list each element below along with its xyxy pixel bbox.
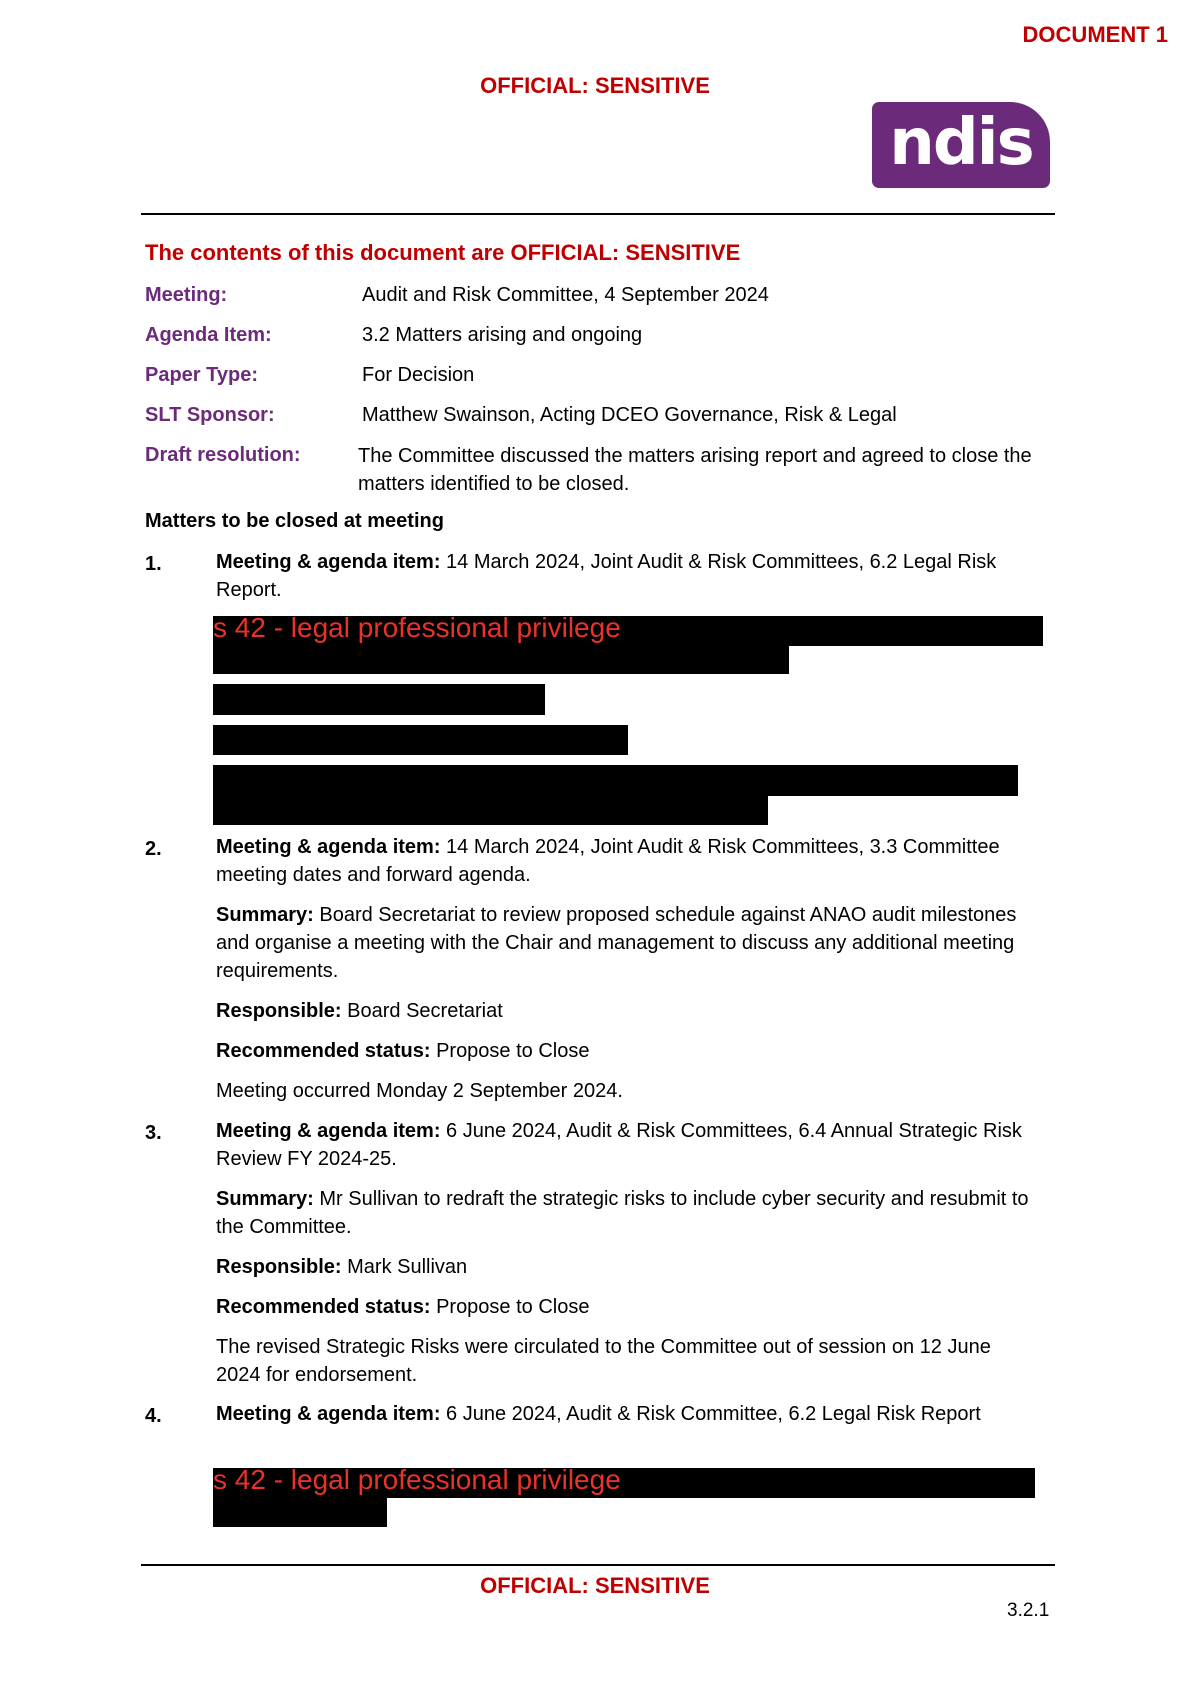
agenda-item-value: 3.2 Matters arising and ongoing xyxy=(362,324,643,346)
redaction-block xyxy=(213,646,789,674)
slt-sponsor-label: SLT Sponsor: xyxy=(145,404,275,426)
draft-resolution-label: Draft resolution: xyxy=(145,444,301,466)
redaction-block xyxy=(213,796,768,825)
redaction-label: s 42 - legal professional privilege xyxy=(213,612,621,643)
item-2-recommended-status: Recommended status: Propose to Close xyxy=(216,1040,590,1062)
header-rule xyxy=(141,213,1055,215)
page-number: 3.2.1 xyxy=(1007,1600,1050,1621)
item-2-meeting-agenda: Meeting & agenda item: 14 March 2024, Joint Audit & Risk Committees, 3.3 Committee meeting dates and forward agenda. xyxy=(216,836,1000,886)
redaction-block xyxy=(213,1498,387,1527)
item-3-summary: Summary: Mr Sullivan to redraft the strategic risks to include cyber security and resubmit to the Committee. xyxy=(216,1188,1029,1238)
item-3-recommended-status: Recommended status: Propose to Close xyxy=(216,1296,590,1318)
redaction-block xyxy=(213,684,545,715)
agenda-item-label: Agenda Item: xyxy=(145,324,272,346)
item-4-meeting-agenda: Meeting & agenda item: 6 June 2024, Audit & Risk Committee, 6.2 Legal Risk Report xyxy=(216,1403,981,1425)
sensitivity-banner: The contents of this document are OFFICIAL: SENSITIVE xyxy=(145,240,741,265)
item-1-meeting-agenda: Meeting & agenda item: 14 March 2024, Joint Audit & Risk Committees, 6.2 Legal Risk Report. xyxy=(216,551,997,601)
item-2-note: Meeting occurred Monday 2 September 2024. xyxy=(216,1080,623,1102)
redaction-block xyxy=(213,725,628,755)
item-3-responsible: Responsible: Mark Sullivan xyxy=(216,1256,468,1278)
redaction-block xyxy=(213,765,1018,796)
item-3-note: The revised Strategic Risks were circulated to the Committee out of session on 12 June 2024 for endorsement. xyxy=(216,1336,991,1386)
item-number: 1. xyxy=(145,553,162,575)
footer-rule xyxy=(141,1564,1055,1566)
redaction-label: s 42 - legal professional privilege xyxy=(213,1464,621,1495)
item-2-responsible: Responsible: Board Secretariat xyxy=(216,1000,503,1022)
paper-type-value: For Decision xyxy=(362,364,475,386)
meeting-value: Audit and Risk Committee, 4 September 2024 xyxy=(362,284,769,306)
classification-header: OFFICIAL: SENSITIVE xyxy=(480,73,710,98)
ndis-logo: ndis xyxy=(872,102,1050,188)
item-number: 3. xyxy=(145,1122,162,1144)
paper-type-label: Paper Type: xyxy=(145,364,258,386)
item-3-meeting-agenda: Meeting & agenda item: 6 June 2024, Audit & Risk Committees, 6.4 Annual Strategic Risk Review FY 2024-25. xyxy=(216,1120,1022,1170)
item-number: 4. xyxy=(145,1405,162,1427)
document-label: DOCUMENT 1 xyxy=(1022,22,1168,47)
item-2-summary: Summary: Board Secretariat to review proposed schedule against ANAO audit milestones and organise a meeting with the Chair and management to discuss any additional meeting requirements. xyxy=(216,904,1017,982)
section-heading: Matters to be closed at meeting xyxy=(145,510,444,532)
item-number: 2. xyxy=(145,838,162,860)
meeting-label: Meeting: xyxy=(145,284,228,306)
classification-footer: OFFICIAL: SENSITIVE xyxy=(480,1573,710,1598)
draft-resolution-value: The Committee discussed the matters arising report and agreed to close the matters identified to be closed. xyxy=(358,445,1032,495)
slt-sponsor-value: Matthew Swainson, Acting DCEO Governance, Risk & Legal xyxy=(362,404,897,426)
